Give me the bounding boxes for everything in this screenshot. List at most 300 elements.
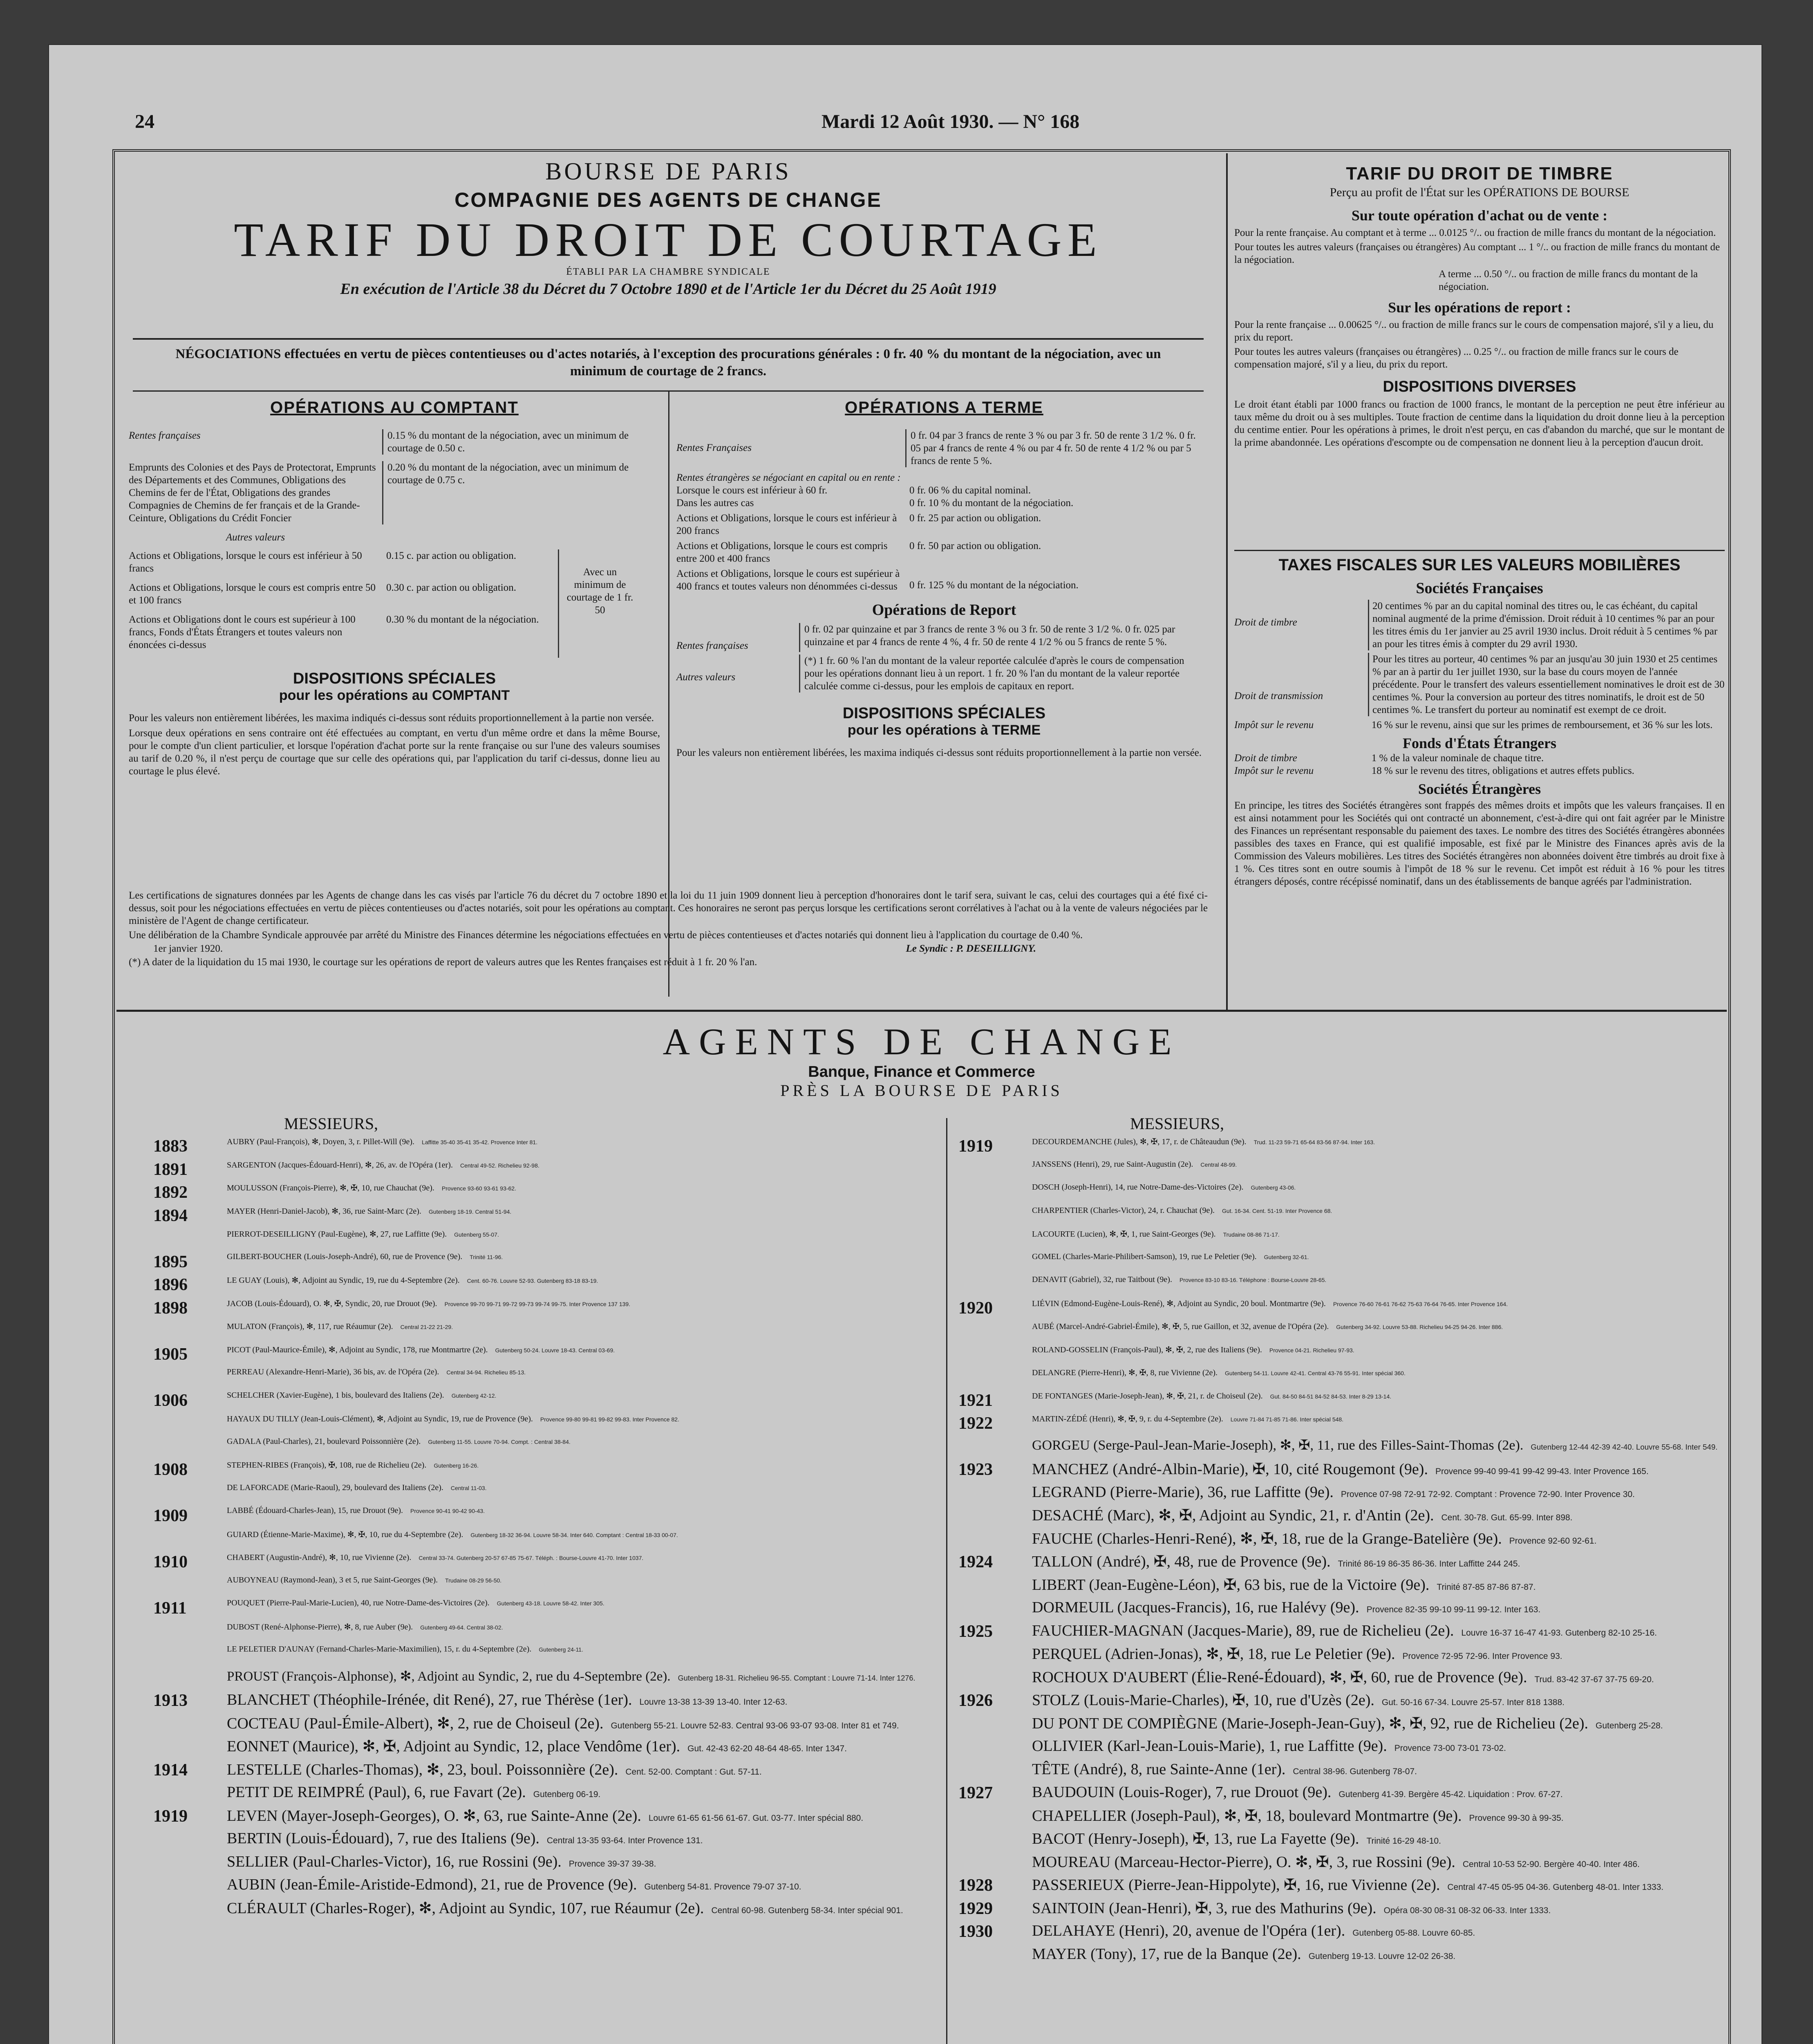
agent-row [153, 1783, 915, 1806]
agent-entry [1032, 1437, 1717, 1460]
agent-entry [1032, 1160, 1717, 1183]
page-number: 24 [135, 111, 154, 132]
agent-row [958, 1183, 1717, 1206]
agent-row [958, 1483, 1717, 1506]
agent-name: CLÉRAULT (Charles-Roger), ✻, Adjoint au Syndic, 107, rue Réaumur (2e). [227, 1899, 704, 1917]
agent-row [958, 1460, 1717, 1483]
agent-row [958, 1806, 1717, 1830]
agent-phones: Gutenberg 18-32 36-94. Louvre 58-34. Inter 640. Comptant : Central 18-33 00-07. [470, 1531, 678, 1538]
agent-phones: Provence 90-41 90-42 90-43. [410, 1508, 485, 1514]
agent-name: LIBERT (Jean-Eugène-Léon), ✠, 63 bis, rue de la Victoire (9e). [1032, 1576, 1430, 1594]
agents-right-list [958, 1136, 1717, 1968]
tax-label: Droit de timbre [1234, 617, 1297, 628]
agent-entry [1032, 1252, 1717, 1275]
agent-row [153, 1414, 915, 1437]
agent-row [958, 1645, 1717, 1668]
agent-name: MULATON (François), ✻, 117, rue Réaumur (2e). [227, 1322, 393, 1331]
agent-entry [227, 1829, 915, 1853]
agent-row [958, 1321, 1717, 1345]
timbre-section [1234, 164, 1725, 1010]
agent-entry [227, 1529, 915, 1553]
certifications-text: Les certifications de signatures données par les Agents de change dans les cas visés par l'article 76 du décret du 7 octobre 1890 et la loi du 11 juin 1909 donnent lieu à perception d'honoraires dont le tarif sera, suivant le cas, celui des courtages qui a été fixé ci-dessus, soit pour les négociations effectuées en vertu de pièces contentieuses ou d'actes notariés, soit pour les opérations au comptant. Ces honoraires ne seront pas perçus lorsque les certifications seront corrélatives à l'achat ou à la vente de valeurs négociées par le ministère de l'Agent de change certificateur. [129, 890, 1208, 926]
agent-year [153, 1367, 227, 1391]
decree-line: En exécution de l'Article 38 du Décret du 7 Octobre 1890 et de l'Article 1er du Décret du 25 Août 1919 [340, 280, 996, 298]
agent-row [958, 1414, 1717, 1437]
agent-entry [1032, 1806, 1717, 1830]
terme-row [676, 484, 1212, 497]
agent-phones: Gutenberg 16-26. [434, 1462, 479, 1469]
agent-row [153, 1460, 915, 1483]
agent-year [153, 1783, 227, 1806]
agent-name: STEPHEN-RIBES (François), ✠, 108, rue de Richelieu (2e). [227, 1461, 427, 1470]
agent-name: LIÉVIN (Edmond-Eugène-Louis-René), ✻, Adjoint au Syndic, 20 boul. Montmartre (9e). [1032, 1299, 1326, 1308]
agent-phones: Central 11-03. [450, 1484, 487, 1491]
agent-name: MAYER (Tony), 17, rue de la Banque (2e). [1032, 1945, 1301, 1963]
disp-terme-text: Pour les valeurs non entièrement libérées, les maxima indiqués ci-dessus sont réduits proportionnellement à la partie non versée. [676, 747, 1202, 758]
agent-year [958, 1853, 1032, 1876]
agent-row [958, 1899, 1717, 1922]
agent-row [153, 1760, 915, 1784]
agent-year [958, 1760, 1032, 1784]
agent-year [958, 1668, 1032, 1691]
agent-row [153, 1552, 915, 1576]
agent-entry [227, 1806, 915, 1830]
agent-year [153, 1622, 227, 1645]
agent-row [153, 1136, 915, 1160]
agent-year: 1924 [958, 1553, 993, 1571]
agent-name: CHARPENTIER (Charles-Victor), 24, r. Chauchat (9e). [1032, 1206, 1215, 1215]
agent-year: 1906 [153, 1391, 188, 1410]
comptant-label: Emprunts des Colonies et des Pays de Protectorat, Emprunts des Départements et des Communes, Obligations des Chemins de fer de l'État, Obligations des grandes Compagnies de Chemins de fer français et de la Grande-Ceinture, Obligations du Crédit Foncier [129, 462, 376, 524]
agent-phones: Gutenberg 42-12. [451, 1392, 497, 1399]
section-divider [1226, 153, 1228, 1010]
agent-year [153, 1576, 227, 1599]
agent-row [958, 1136, 1717, 1160]
comptant-row [129, 429, 660, 455]
tax-row [1234, 600, 1725, 650]
agent-entry [227, 1391, 915, 1414]
agent-entry [1032, 1598, 1717, 1622]
column-divider [946, 1118, 947, 2044]
agent-name: SAINTOIN (Jean-Henri), ✠, 3, rue des Mathurins (9e). [1032, 1899, 1377, 1917]
agent-entry [227, 1414, 915, 1437]
agent-entry [227, 1668, 915, 1691]
agent-phones: Gutenberg 55-21. Louvre 52-83. Central 93-06 93-07 93-08. Inter 81 et 749. [611, 1721, 899, 1730]
agent-phones: Gutenberg 18-19. Central 51-94. [428, 1208, 512, 1215]
agent-phones: Provence 39-37 39-38. [569, 1859, 656, 1869]
tax-row [1234, 764, 1725, 777]
agent-name: PERQUEL (Adrien-Jonas), ✻, ✠, 18, rue Le Peletier (9e). [1032, 1645, 1395, 1663]
agent-row [958, 1668, 1717, 1691]
agent-row [958, 1298, 1717, 1322]
section-divider [116, 1010, 1727, 1012]
agent-phones: Gutenberg 49-64. Central 38-02. [420, 1624, 503, 1631]
agent-year [958, 1229, 1032, 1252]
agent-phones: Provence 99-80 99-81 99-82 99-83. Inter Provence 82. [540, 1416, 679, 1423]
agent-phones: Trinité 86-19 86-35 86-36. Inter Laffitte 244 245. [1338, 1559, 1520, 1569]
agent-year [958, 1645, 1032, 1668]
agent-phones: Laffitte 35-40 35-41 35-42. Provence Inter 81. [422, 1139, 538, 1145]
agent-phones: Provence 04-21. Richelieu 97-93. [1269, 1347, 1354, 1354]
agent-phones: Trinité 11-96. [470, 1253, 503, 1260]
comptant-rows [129, 429, 660, 658]
agent-row [153, 1876, 915, 1899]
agent-name: AUBÉ (Marcel-André-Gabriel-Émile), ✻, ✠, 5, rue Gaillon, et 32, avenue de l'Opéra (2e). [1032, 1322, 1329, 1331]
agent-name: LACOURTE (Lucien), ✻, ✠, 1, rue Saint-Georges (9e). [1032, 1230, 1216, 1239]
agent-phones: Gutenberg 11-55. Louvre 70-94. Compt. : Central 38-84. [428, 1438, 571, 1445]
etats-etrangers-title: Fonds d'États Étrangers [1402, 735, 1557, 751]
agent-row [153, 1345, 915, 1368]
agent-year [153, 1876, 227, 1899]
agent-phones: Louvre 71-84 71-85 71-86. Inter spécial 548. [1230, 1416, 1344, 1423]
agent-name: LEVEN (Mayer-Joseph-Georges), O. ✻, 63, rue Sainte-Anne (2e). [227, 1807, 641, 1824]
agent-row [153, 1714, 915, 1737]
tax-row [1234, 752, 1725, 764]
agent-name: GILBERT-BOUCHER (Louis-Joseph-André), 60, rue de Provence (9e). [227, 1252, 463, 1261]
agent-year: 1913 [153, 1691, 188, 1710]
agent-phones: Gutenberg 55-07. [454, 1231, 499, 1238]
agent-entry [1032, 1206, 1717, 1229]
agent-phones: Gut. 16-34. Cent. 51-19. Inter Provence 68. [1222, 1207, 1332, 1214]
agent-name: HAYAUX DU TILLY (Jean-Louis-Clément), ✻, Adjoint au Syndic, 19, rue de Provence (9e). [227, 1414, 533, 1423]
agent-phones: Central 47-45 05-95 04-36. Gutenberg 48-01. Inter 1333. [1447, 1883, 1664, 1892]
agent-row [153, 1899, 915, 1922]
agent-phones: Gutenberg 54-11. Louvre 42-41. Central 43-76 55-91. Inter spécial 360. [1225, 1370, 1406, 1376]
terme-rate: 0 fr. 06 % du capital nominal. [909, 485, 1031, 496]
agent-year: 1930 [958, 1922, 993, 1941]
agent-year [153, 1414, 227, 1437]
comptant-row [129, 549, 558, 575]
agent-name: ROLAND-GOSSELIN (François-Paul), ✻, ✠, 2, rue des Italiens (9e). [1032, 1345, 1262, 1354]
agent-entry [1032, 1922, 1717, 1945]
agent-year [958, 1737, 1032, 1760]
terme-rate: 0 fr. 125 % du montant de la négociation. [909, 580, 1079, 591]
agent-entry [227, 1437, 915, 1460]
agent-entry [227, 1160, 915, 1183]
disp-terme-sub: pour les opérations à TERME [847, 722, 1041, 738]
agent-entry [227, 1783, 915, 1806]
agent-phones: Gutenberg 24-11. [539, 1646, 583, 1653]
agent-phones: Gutenberg 41-39. Bergère 45-42. Liquidation : Prov. 67-27. [1338, 1790, 1563, 1799]
agent-phones: Opéra 08-30 08-31 08-32 06-33. Inter 1333. [1383, 1905, 1551, 1915]
agent-entry [1032, 1275, 1717, 1298]
comptant-rate: 0.15 c. par action ou obligation. [386, 550, 516, 561]
agent-row [958, 1691, 1717, 1714]
report-row [676, 654, 1212, 693]
agent-name: PIERROT-DESEILLIGNY (Paul-Eugène), ✻, 27, rue Laffitte (9e). [227, 1230, 447, 1239]
agent-name: JANSSENS (Henri), 29, rue Saint-Augustin (2e). [1032, 1159, 1193, 1169]
agent-phones: Provence 93-60 93-61 93-62. [441, 1185, 516, 1192]
agent-row [958, 1760, 1717, 1784]
agent-name: PICOT (Paul-Maurice-Émile), ✻, Adjoint au Syndic, 178, rue Montmartre (2e). [227, 1345, 488, 1354]
tax-text: 20 centimes % par an du capital nominal des titres ou, le cas échéant, du capital nominal augmenté de la prime d'émission. Droit réduit à 10 centimes % par an pour les titres émis du 1er janvier au 25 avril 1930 inclus. Droit réduit à 5 centimes % par an pour les titres émis à compter du 29 avril 1930. [1368, 600, 1725, 650]
agent-name: PROUST (François-Alphonse), ✻, Adjoint au Syndic, 2, rue du 4-Septembre (2e). [227, 1669, 671, 1684]
agent-entry [1032, 1829, 1717, 1853]
comptant-rate: 0.30 % du montant de la négociation. [386, 614, 539, 625]
agent-year [153, 1437, 227, 1460]
agent-year [153, 1829, 227, 1853]
agent-row [958, 1529, 1717, 1553]
agent-entry [227, 1460, 915, 1483]
agent-year: 1905 [153, 1345, 188, 1364]
agent-year [958, 1483, 1032, 1506]
negotiations-note: NÉGOCIATIONS effectuées en vertu de pièces contentieuses ou d'actes notariés, à l'exception des procurations générales : 0 fr. 40 % du montant de la négociation, avec un minimum de courtage de 2 francs. [175, 347, 1161, 379]
agent-entry [1032, 1576, 1717, 1599]
agent-entry [227, 1622, 915, 1645]
agent-year: 1894 [153, 1206, 188, 1225]
agent-name: BLANCHET (Théophile-Irénée, dit René), 27, rue Thérèse (1er). [227, 1691, 632, 1708]
agent-year [958, 1806, 1032, 1830]
agent-name: FAUCHIER-MAGNAN (Jacques-Marie), 89, rue de Richelieu (2e). [1032, 1622, 1454, 1639]
tax-row [1234, 653, 1725, 716]
comptant-rate: 0.15 % du montant de la négociation, avec un minimum de courtage de 0.50 c. [382, 429, 649, 455]
comptant-row [129, 461, 660, 524]
disp-comptant-p2: Lorsque deux opérations en sens contraire ont été effectuées au comptant, en vertu d'un même ordre et dans la même Bourse, pour le compte d'un client particulier, et lorsque l'opération d'achat porte sur la rente française ou sur l'une des valeurs soumises au tarif de 0.20 %, il n'est perçu de courtage que sur celle des opérations qui, par l'application du tarif ci-dessus, donne lieu au courtage le plus élevé. [129, 728, 660, 777]
agent-entry [227, 1298, 915, 1322]
agent-phones: Gutenberg 05-88. Louvre 60-85. [1352, 1928, 1475, 1938]
agent-entry [1032, 1506, 1717, 1529]
agent-name: POUQUET (Pierre-Paul-Marie-Lucien), 40, rue Notre-Dame-des-Victoires (2e). [227, 1598, 490, 1607]
agent-name: SARGENTON (Jacques-Édouard-Henri), ✻, 26, av. de l'Opéra (1er). [227, 1160, 453, 1170]
syndic-line [129, 942, 1208, 955]
agent-row [153, 1483, 915, 1506]
agent-year [958, 1945, 1032, 1968]
agent-entry [1032, 1760, 1717, 1784]
agent-name: DELANGRE (Pierre-Henri), ✻, ✠, 8, rue Vivienne (2e). [1032, 1368, 1218, 1377]
agent-year [958, 1529, 1032, 1553]
agent-phones: Provence 76-60 76-61 76-62 75-63 76-64 76-65. Inter Provence 164. [1333, 1300, 1508, 1307]
agent-row [153, 1506, 915, 1529]
agent-name: STOLZ (Louis-Marie-Charles), ✠, 10, rue d'Uzès (2e). [1032, 1692, 1374, 1709]
courtage-bottom-text [129, 889, 1208, 968]
agent-row [958, 1922, 1717, 1945]
agent-phones: Central 21-22 21-29. [400, 1324, 453, 1330]
agent-name: DESACHÉ (Marc), ✻, ✠, Adjoint au Syndic, 21, r. d'Antin (2e). [1032, 1507, 1434, 1524]
agent-entry [1032, 1183, 1717, 1206]
agent-name: DUBOST (René-Alphonse-Pierre), ✻, 8, rue Auber (9e). [227, 1622, 413, 1632]
agent-phones: Cent. 60-76. Louvre 52-93. Gutenberg 83-18 83-19. [467, 1278, 598, 1284]
agent-name: BAUDOUIN (Louis-Roger), 7, rue Drouot (9e). [1032, 1784, 1332, 1801]
tax-label: Droit de transmission [1234, 690, 1323, 702]
agent-phones: Gutenberg 50-24. Louvre 18-43. Central 03-69. [495, 1347, 615, 1354]
comptant-column [129, 399, 660, 778]
agents-left-list [153, 1136, 915, 1922]
agent-year [153, 1321, 227, 1345]
agent-phones: Central 48-99. [1200, 1161, 1237, 1168]
achat-row: Pour la rente française. Au comptant et à terme ... 0.0125 °/.. ou fraction de mille francs du montant de la négociation. [1234, 227, 1716, 238]
comptant-rate: 0.20 % du montant de la négociation, avec un minimum de courtage de 0.75 c. [382, 461, 649, 524]
agent-year: 1891 [153, 1160, 188, 1179]
agent-year [958, 1829, 1032, 1853]
terme-row [676, 512, 1212, 537]
terme-rate: 0 fr. 25 par action ou obligation. [909, 513, 1041, 524]
agent-phones: Provence 07-98 72-91 72-92. Comptant : Provence 72-90. Inter Provence 30. [1341, 1489, 1635, 1499]
courtage-title: TARIF DU DROIT DE COURTAGE [234, 213, 1103, 267]
agent-row [153, 1391, 915, 1414]
agent-entry [227, 1691, 915, 1714]
agent-name: ROCHOUX D'AUBERT (Élie-René-Édouard), ✻, ✠, 60, rue de Provence (9e). [1032, 1668, 1527, 1686]
agent-entry [1032, 1391, 1717, 1414]
agent-row [153, 1437, 915, 1460]
tax-label: Impôt sur le revenu [1234, 719, 1314, 731]
agent-entry [1032, 1345, 1717, 1368]
agent-phones: Central 60-98. Gutenberg 58-34. Inter spécial 901. [711, 1905, 903, 1915]
agent-row [958, 1576, 1717, 1599]
agent-year: 1883 [153, 1137, 188, 1156]
agent-name: AUBIN (Jean-Émile-Aristide-Edmond), 21, rue de Provence (9e). [227, 1876, 637, 1893]
agent-entry [1032, 1945, 1717, 1968]
agent-name: BACOT (Henry-Joseph), ✠, 13, rue La Fayette (9e). [1032, 1830, 1359, 1847]
agent-entry [1032, 1876, 1717, 1899]
agent-entry [1032, 1229, 1717, 1252]
agent-phones: Provence 82-35 99-10 99-11 99-12. Inter 163. [1366, 1605, 1541, 1614]
messieurs-label: MESSIEURS, [1130, 1114, 1224, 1133]
agent-name: MOULUSSON (François-Pierre), ✻, ✠, 10, rue Chauchat (9e). [227, 1183, 434, 1192]
agent-phones: Trud. 83-42 37-67 37-75 69-20. [1534, 1674, 1654, 1684]
syndic-signature: Le Syndic : P. DESEILLIGNY. [906, 943, 1036, 954]
societes-francaises-title: Sociétés Françaises [1416, 580, 1543, 597]
agent-year [153, 1899, 227, 1922]
agent-name: TÊTE (André), 8, rue Sainte-Anne (1er). [1032, 1760, 1286, 1778]
agent-name: BERTIN (Louis-Édouard), 7, rue des Italiens (9e). [227, 1830, 539, 1847]
agent-year [958, 1576, 1032, 1599]
messieurs-label: MESSIEURS, [284, 1114, 378, 1133]
agent-phones: Provence 72-95 72-96. Inter Provence 93. [1402, 1652, 1562, 1661]
agent-name: AUBOYNEAU (Raymond-Jean), 3 et 5, rue Saint-Georges (9e). [227, 1575, 438, 1585]
terme-rate: 0 fr. 10 % du montant de la négociation. [909, 498, 1074, 509]
agent-row [153, 1737, 915, 1760]
agents-sub2: PRÈS LA BOURSE DE PARIS [780, 1081, 1063, 1100]
agent-year: 1928 [958, 1876, 993, 1895]
agent-year [958, 1321, 1032, 1345]
agent-phones: Gut. 84-50 84-51 84-52 84-53. Inter 8-29 13-14. [1270, 1393, 1392, 1400]
agent-row [153, 1622, 915, 1645]
agent-year [958, 1437, 1032, 1460]
agent-name: DE LAFORCADE (Marie-Raoul), 29, boulevard des Italiens (2e). [227, 1483, 443, 1492]
agent-name: DENAVIT (Gabriel), 32, rue Taitbout (9e). [1032, 1275, 1172, 1284]
agent-year: 1923 [958, 1460, 993, 1479]
effective-date: 1er janvier 1920. [153, 943, 223, 954]
agent-name: LE PELETIER D'AUNAY (Fernand-Charles-Marie-Maximilien), 15, r. du 4-Septembre (2e). [227, 1645, 532, 1654]
agent-year [958, 1252, 1032, 1275]
terme-label: Dans les autres cas [676, 498, 754, 509]
disp-comptant-p1: Pour les valeurs non entièrement libérées, les maxima indiqués ci-dessus sont réduits proportionnellement à la partie non versée. [129, 713, 654, 724]
agent-name: JACOB (Louis-Édouard), O. ✻, ✠, Syndic, 20, rue Drouot (9e). [227, 1299, 437, 1308]
disp-terme-title: DISPOSITIONS SPÉCIALES [842, 705, 1046, 722]
agent-year: 1909 [153, 1506, 188, 1525]
agent-row [958, 1829, 1717, 1853]
agent-phones: Gut. 50-16 67-34. Louvre 25-57. Inter 818 1388. [1381, 1698, 1565, 1707]
agent-year: 1895 [153, 1252, 188, 1271]
tax-text: 18 % sur le revenu des titres, obligations et autres effets publics. [1371, 765, 1634, 776]
agent-year: 1919 [958, 1137, 993, 1156]
agent-row [958, 1598, 1717, 1622]
agent-row [153, 1183, 915, 1206]
agents-left-column [153, 1114, 930, 1922]
agent-name: CHABERT (Augustin-André), ✻, 10, rue Vivienne (2e). [227, 1553, 412, 1562]
comptant-label: Actions et Obligations dont le cours est supérieur à 100 francs, Fonds d'États Étrangers et toutes valeurs non énoncées ci-dessus [129, 614, 356, 650]
agent-entry [227, 1345, 915, 1368]
taxes-title: TAXES FISCALES SUR LES VALEURS MOBILIÈRES [1278, 556, 1681, 574]
agent-phones: Louvre 16-37 16-47 41-93. Gutenberg 82-10 25-16. [1461, 1628, 1657, 1638]
comptant-label: Rentes françaises [129, 430, 201, 441]
agent-year: 1896 [153, 1275, 188, 1294]
comptant-subhead: Autres valeurs [226, 532, 285, 543]
agent-phones: Provence 99-30 à 99-35. [1469, 1813, 1564, 1823]
agent-name: GOMEL (Charles-Marie-Philibert-Samson), 19, rue Le Peletier (9e). [1032, 1252, 1257, 1261]
agent-phones: Trudaine 08-29 56-50. [445, 1577, 502, 1584]
agent-row [153, 1321, 915, 1345]
agent-year: 1898 [153, 1298, 188, 1318]
agent-name: OLLIVIER (Karl-Jean-Louis-Marie), 1, rue Laffitte (9e). [1032, 1737, 1387, 1755]
agent-row [958, 1714, 1717, 1737]
agent-name: PASSERIEUX (Pierre-Jean-Hippolyte), ✠, 16, rue Vivienne (2e). [1032, 1876, 1440, 1894]
agent-name: DOSCH (Joseph-Henri), 14, rue Notre-Dame-des-Victoires (2e). [1032, 1183, 1244, 1192]
terme-rate: 0 fr. 50 par action ou obligation. [909, 540, 1041, 551]
agent-row [958, 1552, 1717, 1576]
agent-row [958, 1783, 1717, 1806]
bourse-title: BOURSE DE PARIS [545, 158, 791, 185]
agent-row [958, 1437, 1717, 1460]
agent-entry [227, 1136, 915, 1160]
agent-entry [1032, 1645, 1717, 1668]
agent-year [958, 1714, 1032, 1737]
agent-year [958, 1183, 1032, 1206]
agent-row [153, 1252, 915, 1275]
agents-section [116, 1016, 1727, 2044]
agent-name: DE FONTANGES (Marie-Joseph-Jean), ✻, ✠, 21, r. de Choiseul (2e). [1032, 1391, 1263, 1401]
agent-entry [227, 1645, 915, 1668]
agent-entry [1032, 1414, 1717, 1437]
tax-label: Impôt sur le revenu [1234, 765, 1314, 776]
agent-year [153, 1229, 227, 1252]
company-title: COMPAGNIE DES AGENTS DE CHANGE [454, 188, 882, 211]
agent-phones: Gut. 42-43 62-20 48-64 48-65. Inter 1347. [687, 1744, 847, 1753]
report-rate: (*) 1 fr. 60 % l'an du montant de la valeur reportée calculée d'après le cours de compensation pour les opérations donnant lieu à un report. 1 fr. 20 % l'an du montant de la valeur reportée calculée comme ci-dessus, pour les emplois de capitaux en report. [799, 654, 1205, 693]
agent-phones: Gutenberg 43-06. [1251, 1184, 1296, 1191]
agent-entry [227, 1576, 915, 1599]
agent-entry [227, 1206, 915, 1229]
comptant-rate: 0.30 c. par action ou obligation. [386, 582, 516, 593]
agent-phones: Central 38-96. Gutenberg 78-07. [1293, 1766, 1417, 1776]
terme-label: Lorsque le cours est inférieur à 60 fr. [676, 485, 828, 496]
comptant-other-group [129, 549, 660, 658]
agent-year [153, 1483, 227, 1506]
societes-etrangeres-text: En principe, les titres des Sociétés étrangères sont frappés des mêmes droits et impôts que les valeurs françaises. Il en est ainsi notamment pour les Sociétés qui ont contracté un abonnement, c'est-à-dire qui ont fait agréer par le Ministre des Finances un représentant responsable du paiement des taxes. Le nombre des titres des Sociétés étrangères abonnées passibles des taxes en France, qui est qualifié imposable, est fixé par le Ministre des Finances après avis de la Commission des Valeurs mobilières. Les titres des Sociétés étrangères non abonnées doivent être timbrés au droit fixe à 1 %. Ces titres sont en outre soumis à l'impôt de 18 % sur le revenu. Cet impôt est réduit à 16 % pour les titres étrangers déposés, contre récépissé nominatif, dans un des établissements de banque agréés par l'administration. [1234, 800, 1725, 887]
agent-phones: Central 34-94. Richelieu 85-13. [446, 1369, 526, 1376]
agent-phones: Provence 99-70 99-71 99-72 99-73 99-74 99-75. Inter Provence 137 139. [444, 1300, 631, 1307]
agent-name: MAYER (Henri-Daniel-Jacob), ✻, 36, rue Saint-Marc (2e). [227, 1206, 421, 1216]
agent-entry [1032, 1714, 1717, 1737]
agent-phones: Gutenberg 06-19. [533, 1790, 601, 1799]
agent-row [958, 1345, 1717, 1368]
agent-entry [1032, 1483, 1717, 1506]
footnote: (*) A dater de la liquidation du 15 mai 1930, le courtage sur les opérations de report de valeurs autres que les Rentes françaises est réduit à 1 fr. 20 % l'an. [129, 957, 757, 968]
agent-entry [227, 1229, 915, 1252]
agent-row [958, 1622, 1717, 1645]
agent-entry [1032, 1853, 1717, 1876]
report-label: Autres valeurs [676, 672, 736, 683]
agent-phones: Gutenberg 34-92. Louvre 53-88. Richelieu 94-25 94-26. Inter 886. [1336, 1324, 1503, 1330]
issue-date: Mardi 12 Août 1930. — N° 168 [821, 111, 1080, 132]
agent-phones: Trinité 87-85 87-86 87-87. [1437, 1582, 1536, 1592]
agent-row [958, 1853, 1717, 1876]
agent-entry [1032, 1783, 1717, 1806]
agent-phones: Provence 99-40 99-41 99-42 99-43. Inter Provence 165. [1435, 1467, 1649, 1476]
agent-name: DELAHAYE (Henri), 20, avenue de l'Opéra (1er). [1032, 1922, 1345, 1939]
agent-row [153, 1645, 915, 1668]
agent-name: PERREAU (Alexandre-Henri-Marie), 36 bis, av. de l'Opéra (2e). [227, 1367, 439, 1376]
